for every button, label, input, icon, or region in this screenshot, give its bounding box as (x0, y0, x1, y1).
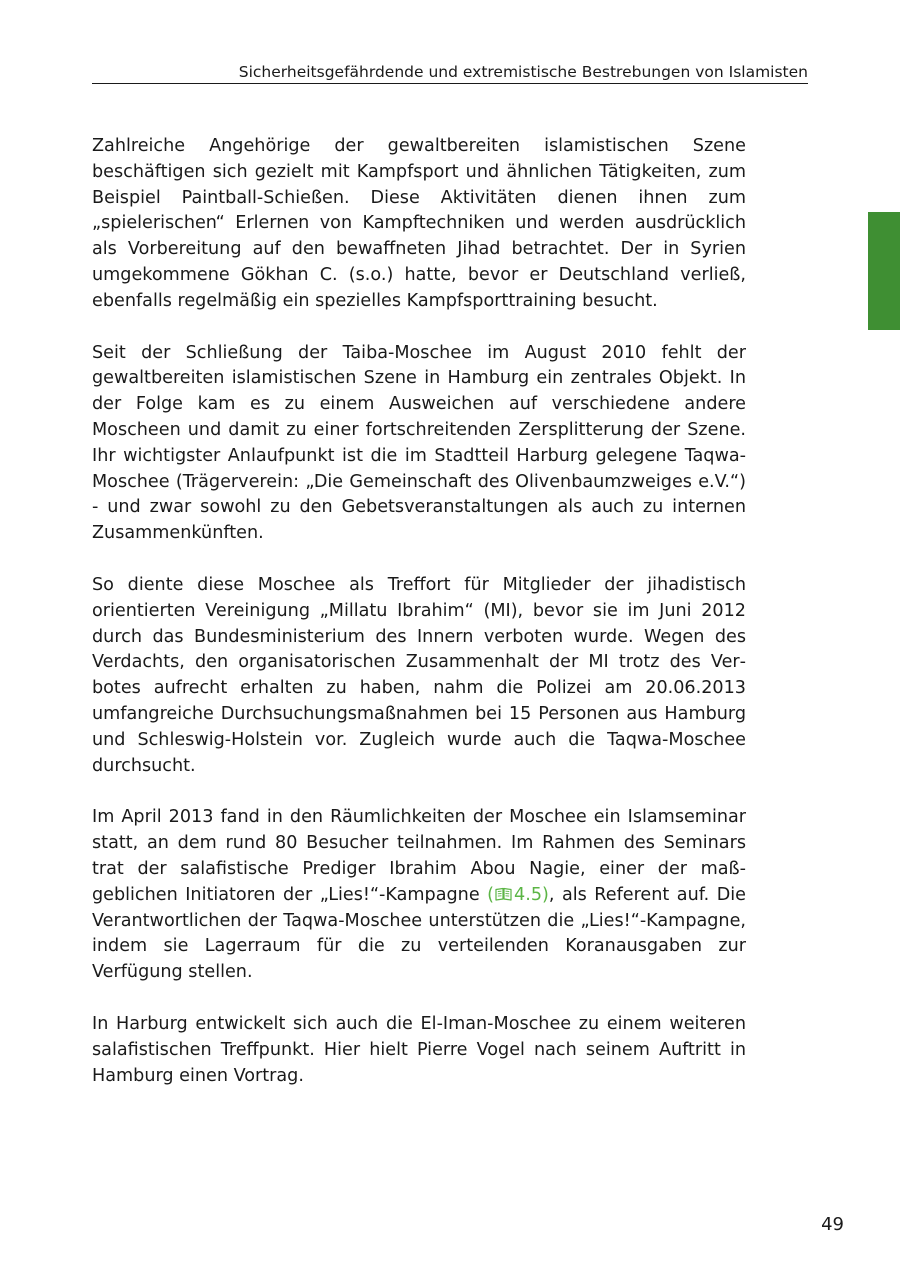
paragraph-el-iman-moschee: In Harburg entwickelt sich auch die El-Iman-Moschee zu einem weiteren salafistischen Treffpunkt. Hier hielt Pierre Vogel nach seinem Auftritt in Hamburg einen Vortrag. (92, 1013, 746, 1086)
page-number: 49 (821, 1214, 844, 1235)
paragraph-kampfsport: Zahlreiche Angehörige der gewaltbereiten islamistischen Szene beschäftigen sich gezielt mit Kampfsport und ähnlichen Tätigkeiten, zum Beispiel Paintball-Schießen. Diese Aktivitäten dienen ihnen zum „spielerischen“ Erlernen von Kampftechniken und werden ausdrücklich als Vorbereitung auf den bewaffneten Jihad betrachtet. Der in Syrien umgekommene Gökhan C. (s.o.) hatte, bevor er Deutschland verließ, ebenfalls regelmäßig ein spezielles Kampfsporttraining besucht. (92, 136, 746, 311)
paragraph-islamseminar-text-before: Im April 2013 fand in den Räumlichkeiten der Moschee ein Islamseminar statt, an dem rund 80 Besucher teilnahmen. Im Rahmen des Seminars trat der salafistische Prediger Ibrahim Abou Nagie, einer der maßgeblichen Initiatoren der „Lies!“-Kampagne (92, 807, 746, 905)
chapter-tab-marker (868, 212, 900, 330)
running-header-title: Sicherheitsgefährdende und extremistische Bestrebungen von Islamisten (238, 63, 808, 81)
cross-reference-label: 4.5) (514, 884, 549, 905)
paragraph-taiba-moschee: Seit der Schließung der Taiba-Moschee im August 2010 fehlt der gewaltbereiten islamistischen Szene in Hamburg ein zentrales Objekt. In der Folge kam es zu einem Ausweichen auf verschiedene andere Moscheen und damit zu einer fortschreitenden Zersplitterung der Szene. Ihr wichtigster Anlaufpunkt ist die im Stadtteil Harburg gelegene Taqwa-Moschee (Trägerverein: „Die Gemeinschaft des Olivenbaumzweiges e.V.“) - und zwar sowohl zu den Gebetsveranstaltungen als auch zu internen Zusammenkünften. (92, 342, 746, 544)
cross-reference-link[interactable] (487, 885, 549, 905)
paragraph-millatu-ibrahim: So diente diese Moschee als Treffort für Mitglieder der jihadistisch orientierten Vereinigung „Millatu Ibrahim“ (MI), bevor sie im Juni 2012 durch das Bundesministerium des Innern verboten wurde. Wegen des Verdachts, den organisatorischen Zusammenhalt der MI trotz des Verbotes aufrecht erhalten zu haben, nahm die Polizei am 20.06.2013 umfangreiche Durchsuchungsmaßnahmen bei 15 Personen aus Hamburg und Schleswig-Holstein vor. Zugleich wurde auch die Taqwa-Moschee durchsucht. (92, 574, 746, 776)
body-text (92, 134, 746, 1115)
paragraph-islamseminar (92, 805, 746, 986)
running-header (92, 62, 808, 84)
cross-reference-open-paren: ( (487, 884, 495, 905)
book-icon (495, 887, 512, 901)
paragraph-islamseminar-text-after: , als Referent auf. Die Verantwortlichen der Taqwa-Moschee unterstützen die „Lies!“-Kampagne, indem sie Lagerraum für die zu verteilenden Koranausgaben zur Verfügung stellen. (92, 884, 746, 983)
